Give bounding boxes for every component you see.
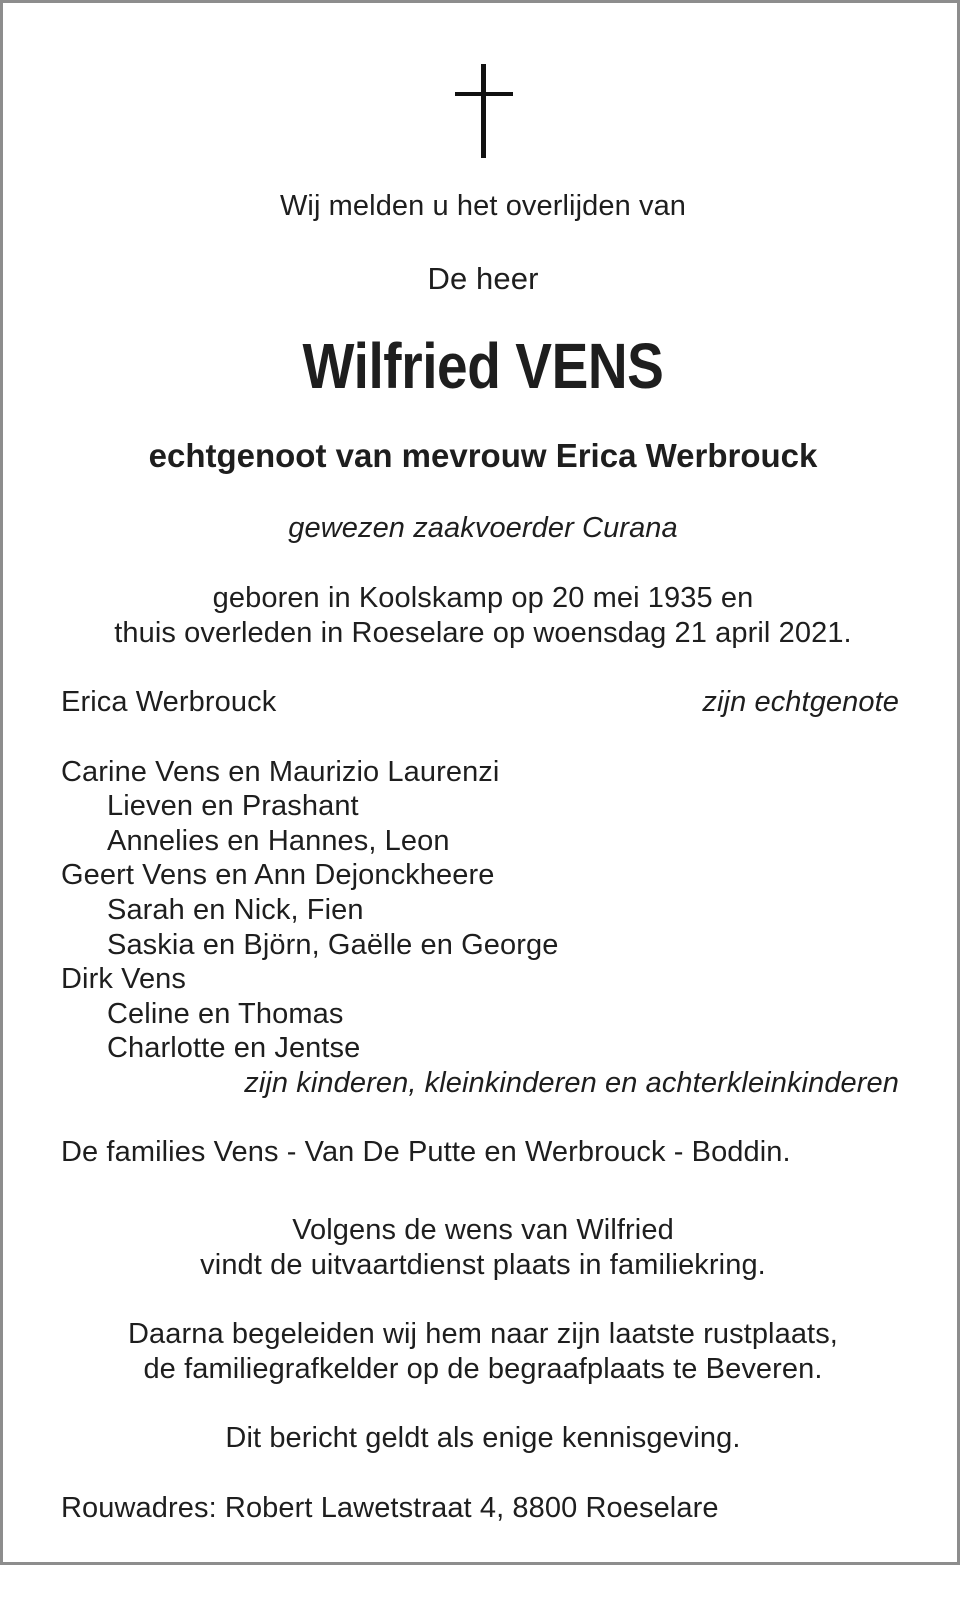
family-line: Geert Vens en Ann Dejonckheere — [61, 859, 495, 891]
family-line: Saskia en Björn, Gaëlle en George — [107, 929, 559, 961]
spouse-of-line: echtgenoot van mevrouw Erica Werbrouck — [148, 437, 818, 474]
spouse-name: Erica Werbrouck — [61, 686, 277, 718]
occupation: gewezen zaakvoerder Curana — [288, 512, 678, 544]
wish-line-1: Volgens de wens van Wilfried — [292, 1214, 674, 1246]
spouse-relation: zijn echtgenote — [702, 686, 899, 718]
wish-line-2: vindt de uitvaartdienst plaats in familiekring. — [200, 1249, 766, 1281]
family-line: Charlotte en Jentse — [107, 1032, 361, 1064]
burial-line-2: de familiegrafkelder op de begraafplaats te Beveren. — [143, 1353, 823, 1385]
extended-families: De families Vens - Van De Putte en Werbrouck - Boddin. — [61, 1136, 791, 1168]
death-line: thuis overleden in Roeselare op woensdag 21 april 2021. — [114, 617, 852, 649]
family-relation: zijn kinderen, kleinkinderen en achterkleinkinderen — [244, 1067, 899, 1099]
family-line: Celine en Thomas — [107, 998, 344, 1030]
deceased-name: Wilfried VENS — [302, 330, 664, 402]
family-line: Annelies en Hannes, Leon — [107, 825, 450, 857]
salutation: De heer — [427, 261, 539, 296]
only-notice-line: Dit bericht geldt als enige kennisgeving. — [225, 1422, 741, 1454]
family-line: Sarah en Nick, Fien — [107, 894, 364, 926]
intro-text: Wij melden u het overlijden van — [279, 190, 687, 222]
birth-line: geboren in Koolskamp op 20 mei 1935 en — [212, 582, 754, 614]
family-line: Carine Vens en Maurizio Laurenzi — [61, 756, 500, 788]
cross-icon — [455, 64, 515, 160]
family-line: Dirk Vens — [61, 963, 186, 995]
burial-line-1: Daarna begeleiden wij hem naar zijn laatste rustplaats, — [128, 1318, 838, 1350]
mourning-address: Rouwadres: Robert Lawetstraat 4, 8800 Roeselare — [61, 1492, 719, 1524]
family-line: Lieven en Prashant — [107, 790, 359, 822]
